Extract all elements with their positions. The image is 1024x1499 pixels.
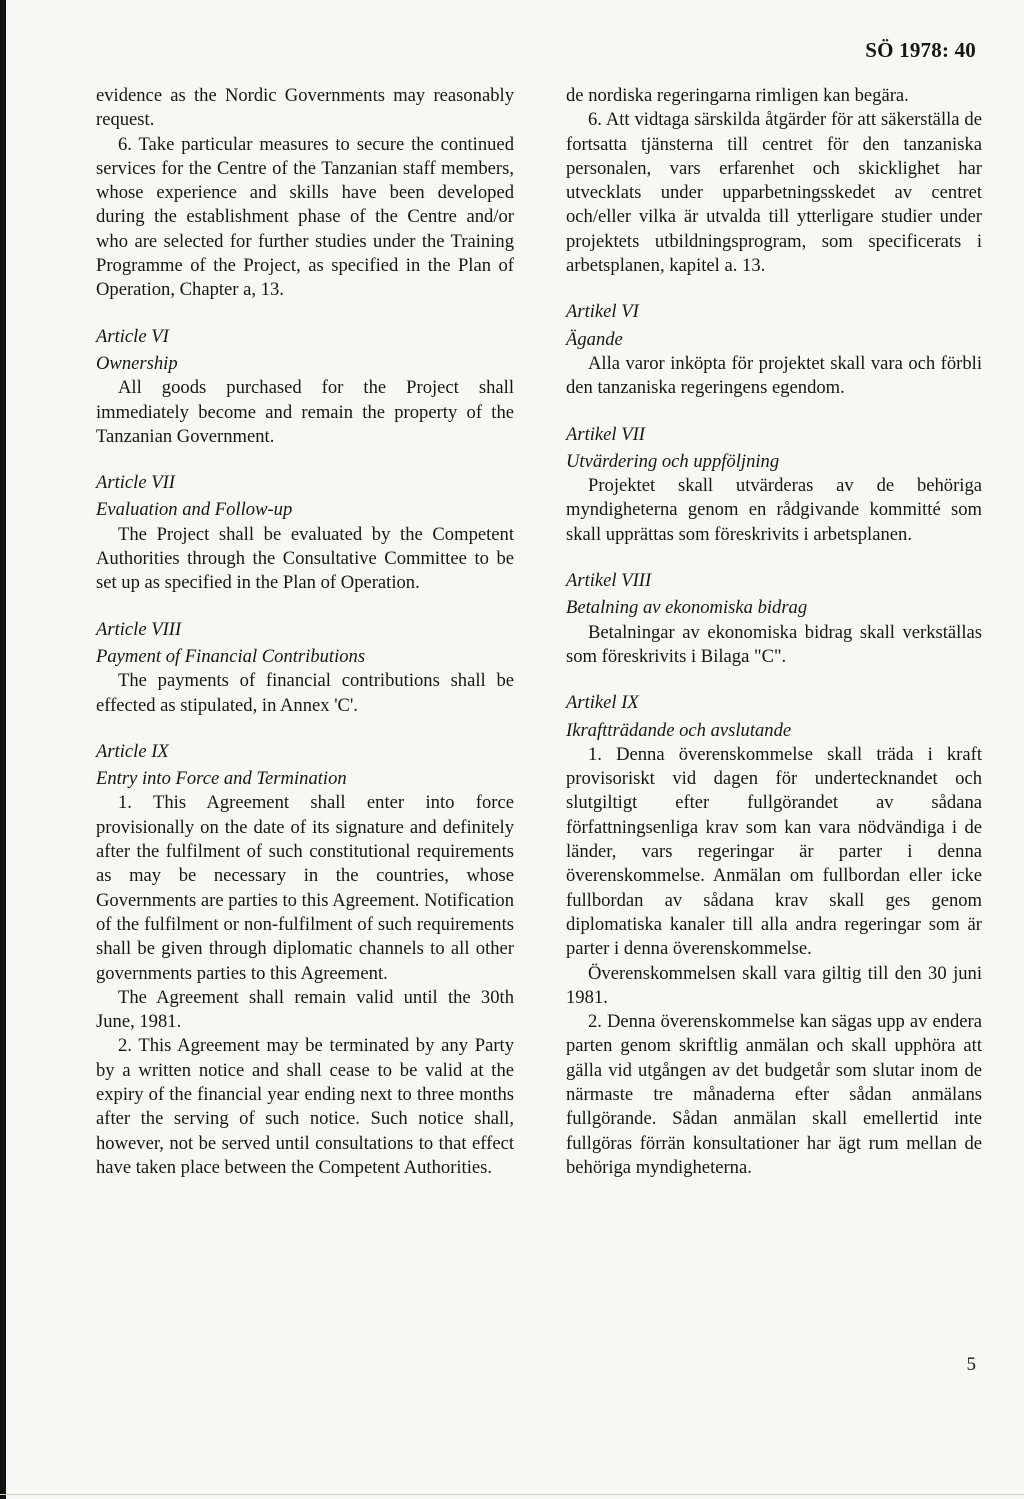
article-8-subtitle: Payment of Financial Contributions [96,645,366,667]
article-7-text: The Project shall be evaluated by the Competent Authorities through the Consultative Committee to be set up as specified in the Plan of Operation. [96,523,514,594]
article-8-title: Article VIII [96,618,182,640]
article-7-subtitle: Evaluation and Follow-up [96,499,293,521]
document-reference: SÖ 1978: 40 [865,38,976,62]
intro-text: de nordiska regeringarna rimligen kan begära. [566,85,909,106]
article-9-subtitle: Ikraftträdande och avslutande [566,719,792,741]
english-column [96,84,514,1180]
scan-edge [0,0,6,1499]
article-9-subtitle: Entry into Force and Termination [96,768,347,790]
article-7-title: Article VII [96,472,175,494]
article-9-paragraph-2: 2. This Agreement may be terminated by any Party by a written notice and shall cease to be valid at the expiry of the financial year ending next to three months after the serving of such notice. Such notice shall, however, not be served until consultations to that effect have taken place between the Competent Authorities. [96,1035,514,1178]
swedish-column [566,84,982,1180]
article-8-text: Betalningar av ekonomiska bidrag skall verkställas som föreskrivits i Bilaga "C". [566,621,982,667]
intro-text: evidence as the Nordic Governments may reasonably request. [96,85,514,131]
article-6-subtitle: Ownership [96,352,178,374]
article-7-subtitle: Utvärdering och uppföljning [566,450,780,472]
article-8-text: The payments of financial contributions shall be effected as stipulated, in Annex 'C'. [96,670,514,716]
paragraph-6: 6. Take particular measures to secure the continued services for the Centre of the Tanzanian staff members, whose experience and skills have been developed during the establishment phase of the Centre and/or who are selected for further studies under the Training Programme of the Project, as specified in the Plan of Operation, Chapter a, 13. [96,133,514,301]
article-8-subtitle: Betalning av ekonomiska bidrag [566,597,808,619]
article-6-title: Article VI [96,325,169,347]
page-number: 5 [966,1354,976,1375]
article-9-paragraph-validity: The Agreement shall remain valid until the 30th June, 1981. [96,986,514,1033]
article-8-title: Artikel VIII [566,570,652,592]
article-6-text: All goods purchased for the Project shall immediately become and remain the property of the Tanzanian Government. [96,377,514,447]
article-9-paragraph-1: 1. Denna överenskommelse skall träda i kraft provisoriskt vid dagen för undertecknandet och slutgiltigt efter fullgörandet av sådana författningsenliga krav som kan vara nödvändiga i de länder, vars regeringar är parter i denna överenskommelse. Anmälan om fullbordan eller icke fullbordan av sådana krav skall ges genom diplomatiska kanaler till alla andra regeringar som är parter i denna överenskommelse. [566,743,982,960]
scan-bottom-edge [0,1494,1024,1495]
article-9-title: Article IX [96,740,169,762]
article-6-text: Alla varor inköpta för projektet skall vara och förbli den tanzaniska regeringens egendom. [566,352,982,399]
article-9-paragraph-validity: Överenskommelsen skall vara giltig till den 30 juni 1981. [566,962,982,1008]
article-9-paragraph-1: 1. This Agreement shall enter into force provisionally on the date of its signature and definitely after the fulfilment of such constitutional requirements as may be necessary in the countries, whose Governments are parties to this Agreement. Notification of the fulfilment or non-fulfilment of such requirements shall be given through diplomatic channels to all other governments parties to this Agreement. [96,792,514,984]
article-6-subtitle: Ägande [566,328,623,350]
article-7-title: Artikel VII [566,423,645,445]
article-9-paragraph-2: 2. Denna överenskommelse kan sägas upp av endera parten genom skriftlig anmälan och skall upphöra att gälla vid utgången av det budgetår som slutar inom de närmaste tre månaderna efter sådan anmälans fullgörande. Sådan anmälan skall emellertid inte fullgöras förrän konsultationer har ägt rum mellan de behöriga myndigheterna. [566,1011,982,1178]
paragraph-6: 6. Att vidtaga särskilda åtgärder för att säkerställa de fortsatta tjänsterna till centret för den tanzaniska personalen, vars erfarenhet och skicklighet har utvecklats under upparbetningsskedet av centret och/eller vilka är utvalda till ytterligare studier under projektets utbildningsprogram, som specificerats i arbetsplanen, kapitel a. 13. [566,109,982,277]
article-6-title: Artikel VI [566,301,639,323]
article-9-title: Artikel IX [566,692,639,714]
article-7-text: Projektet skall utvärderas av de behöriga myndigheterna genom en rådgivande kommitté som skall upprättas som föreskrivits i arbetsplanen. [566,475,982,545]
